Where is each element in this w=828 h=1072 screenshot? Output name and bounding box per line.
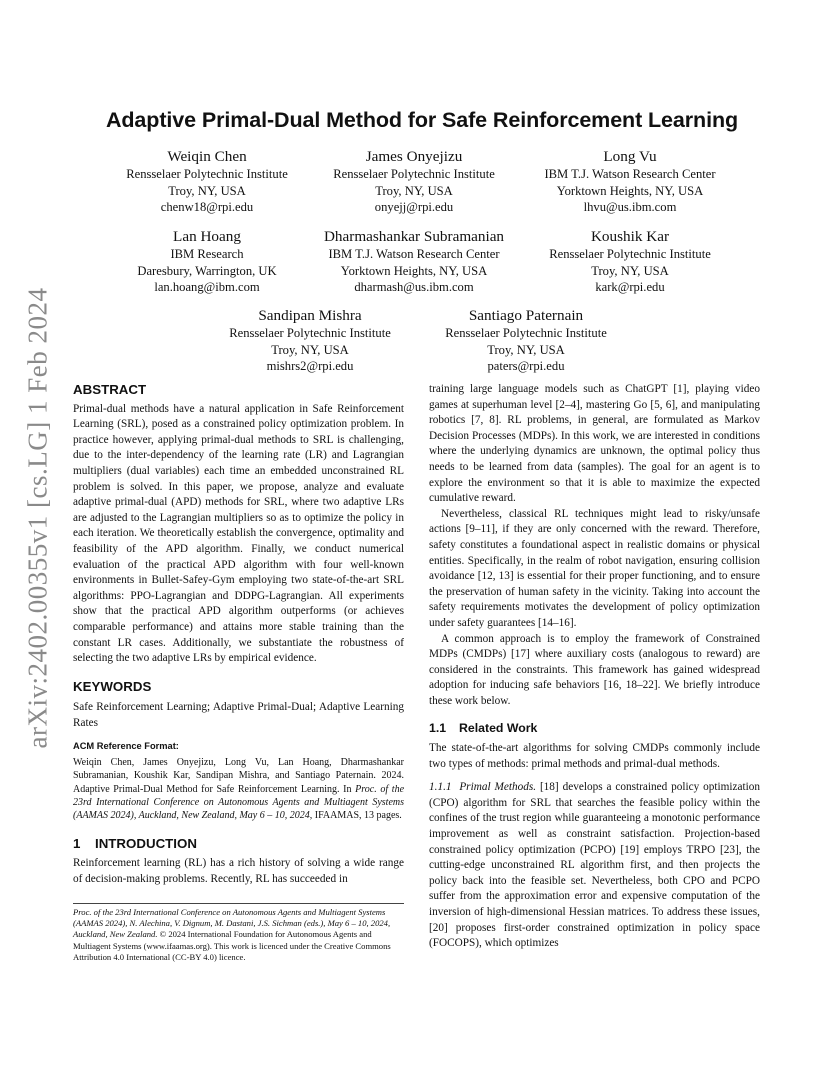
primal-methods-text: [18] develops a constrained policy optimization (CPO) algorithm for SRL that searches the feasible policy within the confines of the trust region while guaranteeing a monotonic performance improvement as well as constraint satisfaction. Projection-based constrained policy optimization (PCPO) [19] employs TRPO [23], the cutting-edge unconstrained RL algorithm first, and then projects the policy back into the feasible set. Nevertheless, both CPO and PCPO suffer from the approximation error and expensive computation of the inversion of high-dimensional Hessian matrices. To address these issues, [20] proposes first-order constrained optimization in policy space (FOCOPS), which optimizes (429, 781, 761, 950)
intro-paragraph-start: Reinforcement learning (RL) has a rich history of solving a wide range of decision-making problems. Recently, RL has succeeded in (73, 857, 404, 885)
author-affiliation: Rensselaer Polytechnic Institute (549, 247, 711, 261)
author-location: Troy, NY, USA (591, 263, 669, 278)
subsection-number: 1.1 (429, 721, 447, 736)
author-name: Dharmashankar Subramanian (323, 228, 505, 245)
acm-reference-venue: Proc. of the 23rd International Conference on Autonomous Agents and Multiagent Systems (AAMAS 2024), Auckland, New Zealand, May 6 – 10, 2024, (73, 783, 405, 822)
author-affiliation: IBM T.J. Watson Research Center (544, 167, 716, 181)
author-location: Yorktown Heights, NY, USA (340, 263, 488, 278)
section-number: 1 (73, 835, 81, 851)
author-email: lhvu@us.ibm.com (583, 200, 677, 215)
primal-methods-paragraph (429, 780, 760, 952)
subsubsection-number: 1.1.1 (429, 781, 452, 794)
abstract-text: Primal-dual methods have a natural application in Safe Reinforcement Learning (SRL), posed as a constrained policy optimization problem. In practice however, applying primal-dual methods to SRL is challenging, due to the inter-dependency of the learning rate (LR) and Lagrangian multipliers (dual variables) each time an embedded unconstrained RL problem is solved. In this paper, we propose, analyze and evaluate adaptive primal-dual (APD) methods for SRL, where two adaptive LRs are adjusted to the Lagrangian multipliers so as to optimize the policy in each iteration. We theoretically establish the convergence, optimality and feasibility of the APD algorithm. Finally, we conduct numerical evaluation of the practical APD algorithm with four well-known environments in Bullet-Safey-Gym employing two state-of-the-art SRL algorithms: PPO-Lagrangian and DDPG-Lagrangian. All experiments show that the practical APD algorithm outperforms (or achieves comparable performance) and attains more stable training than the constant LR cases. Additionally, we substantiate the robustness of selecting the two adaptive LRs by empirical evidence. (73, 402, 404, 665)
author-email: dharmash@us.ibm.com (354, 280, 474, 295)
introduction-heading (73, 836, 404, 852)
author-block (500, 147, 760, 216)
author-name: Sandipan Mishra (258, 307, 362, 324)
footnote-venue: Proc. of the 23rd International Conference on Autonomous Agents and Multiagent Systems (AAMAS 2024), N. Alechina, V. Dignum, M. Dastani, J.S. Sichman (eds.), May 6 – 10, 2024, Auckland, New Zealand. (73, 907, 391, 940)
author-location: Yorktown Heights, NY, USA (556, 183, 704, 198)
intro-paragraph-3: A common approach is to employ the framework of Constrained MDPs (CMDPs) [17] where auxiliary costs (analogous to reward) are considered in the constraints. This framework has gained widespread adoption for inducing safe behaviors [16, 18–22]. We briefly introduce these work below. (429, 632, 760, 707)
author-name: Koushik Kar (590, 228, 670, 245)
author-location: Troy, NY, USA (271, 342, 349, 357)
author-affiliation: IBM Research (170, 247, 244, 261)
acm-reference-authors: Weiqin Chen, James Onyejizu, Long Vu, Lan Hoang, Dharmashankar Subramanian, Koushik Kar, Sandipan Mishra, and Santiago Paternain. 2024. Adaptive Primal-Dual Method for Safe Reinforcement Learning. In (73, 757, 404, 795)
keywords-heading: KEYWORDS (73, 678, 152, 694)
abstract-heading: ABSTRACT (73, 382, 147, 397)
author-affiliation: Rensselaer Polytechnic Institute (333, 167, 495, 181)
related-work-heading (429, 721, 760, 737)
footnote-copyright: © 2024 International Foundation for Autonomous Agents and Multiagent Systems (www.ifaamas.org). This work is licenced under the Creative Commons Attribution 4.0 International (CC-BY 4.0) licence. (73, 929, 391, 962)
author-affiliation: Rensselaer Polytechnic Institute (445, 326, 607, 340)
intro-paragraph-continued: training large language models such as ChatGPT [1], playing video games at superhuman level [2–4], mastering Go [5, 6], and manipulating robotics [7, 8]. RL problems, in general, are formulated as Markov Decision Processes (MDPs). In this work, we are interested in conditions where the underlying dynamics are unknown, the optimal policy thus needs to be learned from data (samples). The goal for an agent is to explore the environment so that it is able to maximize the expected cumulative reward. (429, 383, 760, 505)
author-name: Long Vu (603, 148, 657, 165)
author-email: paters@rpi.edu (487, 359, 565, 374)
author-name: James Onyejizu (365, 148, 463, 165)
footnote (73, 903, 404, 963)
author-email: mishrs2@rpi.edu (266, 359, 354, 374)
author-email: onyejj@rpi.edu (374, 200, 454, 215)
subsection-title: Related Work (459, 721, 538, 736)
keywords-text: Safe Reinforcement Learning; Adaptive Primal-Dual; Adaptive Learning Rates (73, 701, 404, 729)
author-name: Lan Hoang (173, 228, 241, 245)
author-location: Troy, NY, USA (487, 342, 565, 357)
author-email: chenw18@rpi.edu (160, 200, 254, 215)
intro-paragraph-2: Nevertheless, classical RL techniques might lead to risky/unsafe actions [9–11], if they are only concerned with the reward. Therefore, safety constitutes a foundational aspect in realistic domains or physical entities. Specifically, in the realm of robot navigation, ensuring collision avoidance [12, 13] is essential for their proper functioning, and to ensure the preservation of human safety in the vicinity. Taking into account the safety requirements motivates the development of policy optimization under safety guarantees [14–16]. (429, 507, 760, 629)
author-location: Daresbury, Warrington, UK (137, 263, 277, 278)
acm-reference-heading: ACM Reference Format: (73, 741, 179, 752)
author-block (500, 227, 760, 296)
right-column (429, 382, 760, 952)
author-location: Troy, NY, USA (375, 183, 453, 198)
subsubsection-title: Primal Methods. (459, 781, 537, 794)
author-name: Weiqin Chen (167, 148, 247, 165)
author-email: kark@rpi.edu (595, 280, 665, 295)
section-title: INTRODUCTION (95, 835, 197, 851)
related-work-paragraph: The state-of-the-art algorithms for solving CMDPs commonly include two types of methods: primal methods and primal-dual methods. (429, 742, 760, 770)
left-column (73, 382, 404, 887)
acm-reference-tail: IFAAMAS, 13 pages. (312, 810, 402, 822)
arxiv-stamp: arXiv:2402.00355v1 [cs.LG] 1 Feb 2024 (22, 287, 53, 749)
author-affiliation: Rensselaer Polytechnic Institute (126, 167, 288, 181)
author-affiliation: Rensselaer Polytechnic Institute (229, 326, 391, 340)
paper-title: Adaptive Primal-Dual Method for Safe Reinforcement Learning (105, 108, 739, 132)
author-location: Troy, NY, USA (168, 183, 246, 198)
author-block (396, 306, 656, 375)
author-name: Santiago Paternain (468, 307, 584, 324)
acm-reference-text (73, 756, 404, 822)
author-affiliation: IBM T.J. Watson Research Center (328, 247, 500, 261)
author-email: lan.hoang@ibm.com (154, 280, 260, 295)
